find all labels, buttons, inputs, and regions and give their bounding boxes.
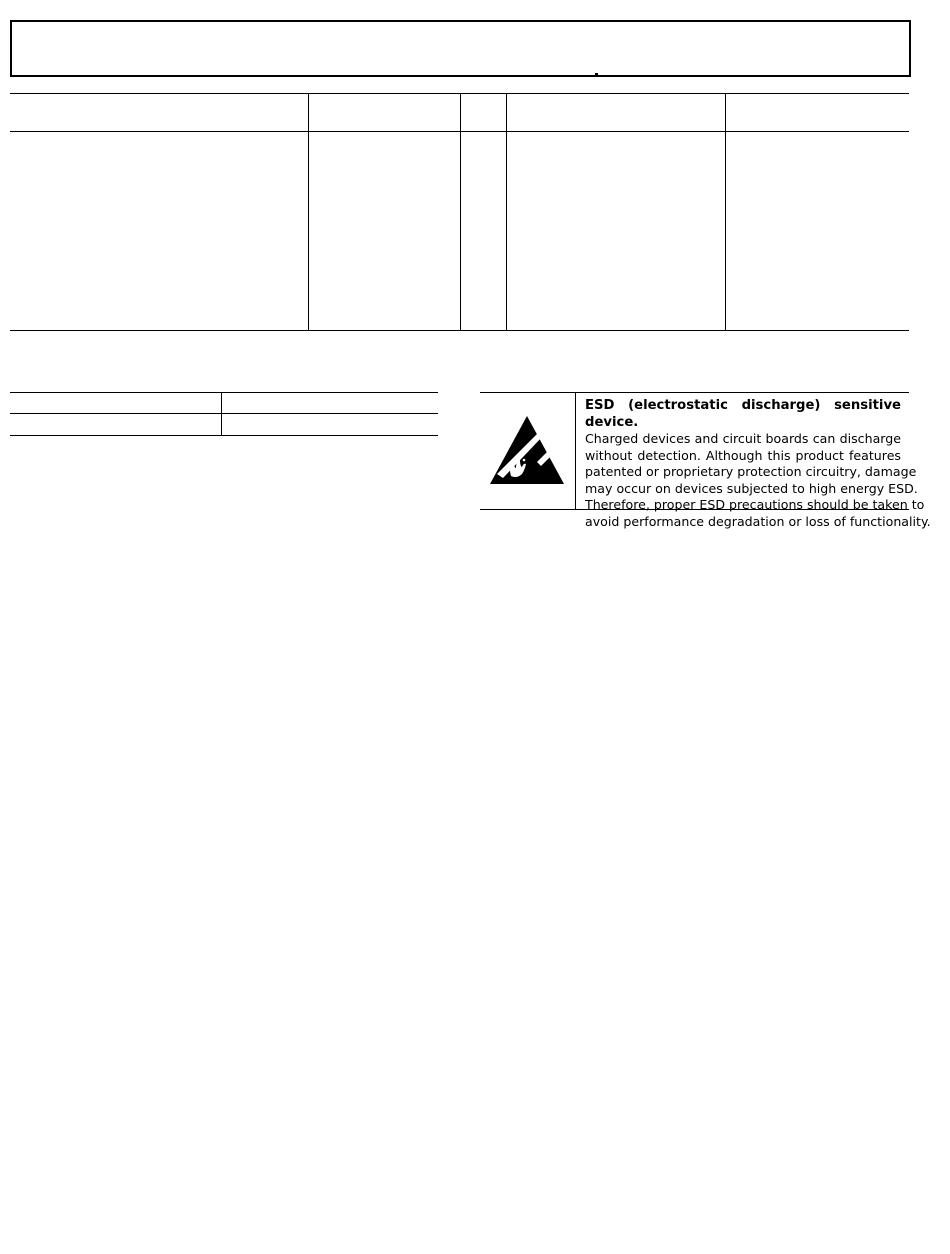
spec-table-column-divider <box>506 93 507 331</box>
esd-notice-line: avoid performance degradation or loss of functionality. <box>585 513 931 529</box>
spec-table-column-divider <box>308 93 309 331</box>
esd-notice-line: Charged devices and circuit boards can discharge <box>585 431 901 446</box>
esd-notice-line: patented or proprietary protection circuitry, damage <box>585 464 917 479</box>
spec-table-column-divider <box>725 93 726 331</box>
esd-divider <box>575 392 576 510</box>
small-table-bottom-rule <box>10 435 438 436</box>
header-box <box>10 20 911 77</box>
esd-top-rule <box>480 392 909 393</box>
small-table-row-rule <box>10 413 438 414</box>
small-table-column-divider <box>221 392 222 436</box>
esd-notice-line: without detection. Although this product features <box>585 447 901 463</box>
esd-notice-line: may occur on devices subjected to high energy ESD. <box>585 480 918 496</box>
spec-table-column-divider <box>460 93 461 331</box>
header-box-tick <box>595 73 598 77</box>
esd-notice-text <box>585 398 931 530</box>
esd-notice-title: ESD (electrostatic discharge) sensitive device. <box>585 398 901 430</box>
small-table-top-rule <box>10 392 438 393</box>
esd-warning-icon <box>489 414 565 486</box>
esd-notice-line: Therefore, proper ESD precautions should be taken to <box>585 497 925 512</box>
